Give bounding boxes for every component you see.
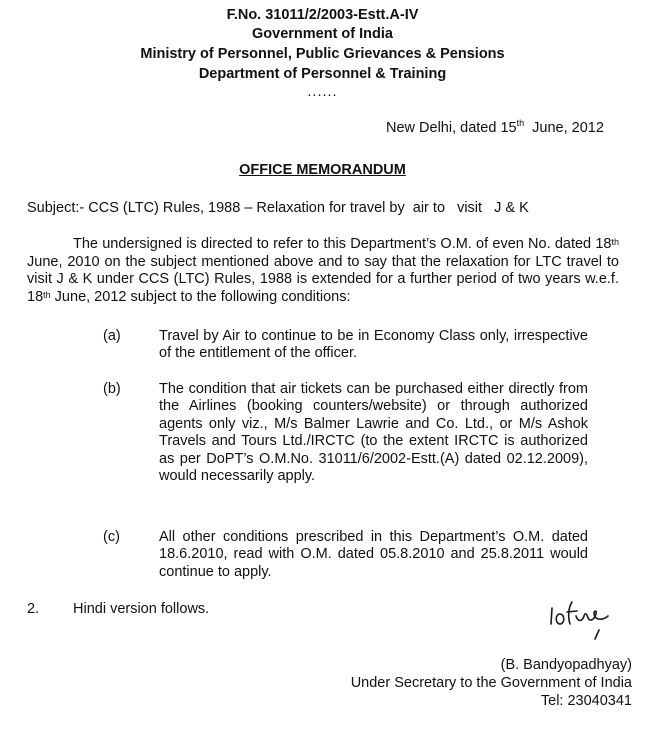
para2-number: 2. (27, 601, 40, 617)
ministry-heading: Ministry of Personnel, Public Grievances & Pensions (140, 46, 505, 62)
condition-a-label: (a) (103, 328, 121, 344)
memo-title (0, 162, 645, 178)
intro-part1: The undersigned is directed to refer to this Department’s O.M. of even No. dated 18 (73, 236, 612, 252)
condition-b-label: (b) (103, 381, 121, 397)
dateline (386, 120, 604, 136)
dateline-sup: th (516, 118, 525, 128)
intro-sup2: th (43, 289, 51, 300)
file-number: F.No. 31011/2/2003-Estt.A-IV (226, 7, 419, 23)
signatory-name: (B. Bandyopadhyay) (500, 657, 632, 673)
condition-c-text: All other conditions prescribed in this Department’s O.M. dated 18.6.2010, read with O.M. dated 05.8.2010 and 25.8.2011 would continue to apply. (159, 529, 588, 580)
condition-b-text: The condition that air tickets can be purchased either directly from the Airlines (booking counters/website) or through authorized agents only viz., M/s Balmer Lawrie and Co. Ltd., or M/s Ashok Travels and Tours Ltd./IRCTC (to the extent IRCTC is authorized as per DoPT’s O.M.No. 31011/6/2002-Estt.(A) dated 02.12.2009), would necessarily apply. (159, 381, 588, 485)
memo-title-text: OFFICE MEMORANDUM (239, 162, 406, 178)
subject-text: CCS (LTC) Rules, 1988 – Relaxation for travel by air to visit J & K (88, 200, 529, 216)
condition-c-label: (c) (103, 529, 120, 545)
subject-prefix: Subject:- (27, 200, 85, 216)
condition-a-text: Travel by Air to continue to be in Economy Class only, irrespective of the entitlement of the officer. (159, 328, 588, 362)
handwritten-signature (546, 594, 614, 644)
intro-paragraph (27, 236, 619, 306)
header-dots: ...... (307, 84, 338, 100)
intro-sup1: th (611, 237, 619, 247)
signatory-telephone: Tel: 23040341 (540, 693, 632, 709)
signature-block (351, 656, 632, 710)
dateline-rest: June, 2012 (532, 120, 604, 136)
intro-part2: June, 2010 on the subject mentioned above and to say that the relaxation for LTC travel to visit J & K under CCS (LTC) Rules, 1988 is extended for a further period of two years w.e.f. 18 (27, 253, 619, 305)
government-heading: Government of India (252, 26, 393, 42)
department-heading: Department of Personnel & Training (198, 66, 447, 82)
para2-text: Hindi version follows. (73, 601, 210, 617)
signatory-designation: Under Secretary to the Government of India (350, 675, 632, 691)
dateline-place: New Delhi, dated 15 (386, 120, 517, 136)
intro-part3: June, 2012 subject to the following conditions: (50, 288, 351, 305)
subject-line (27, 200, 529, 216)
